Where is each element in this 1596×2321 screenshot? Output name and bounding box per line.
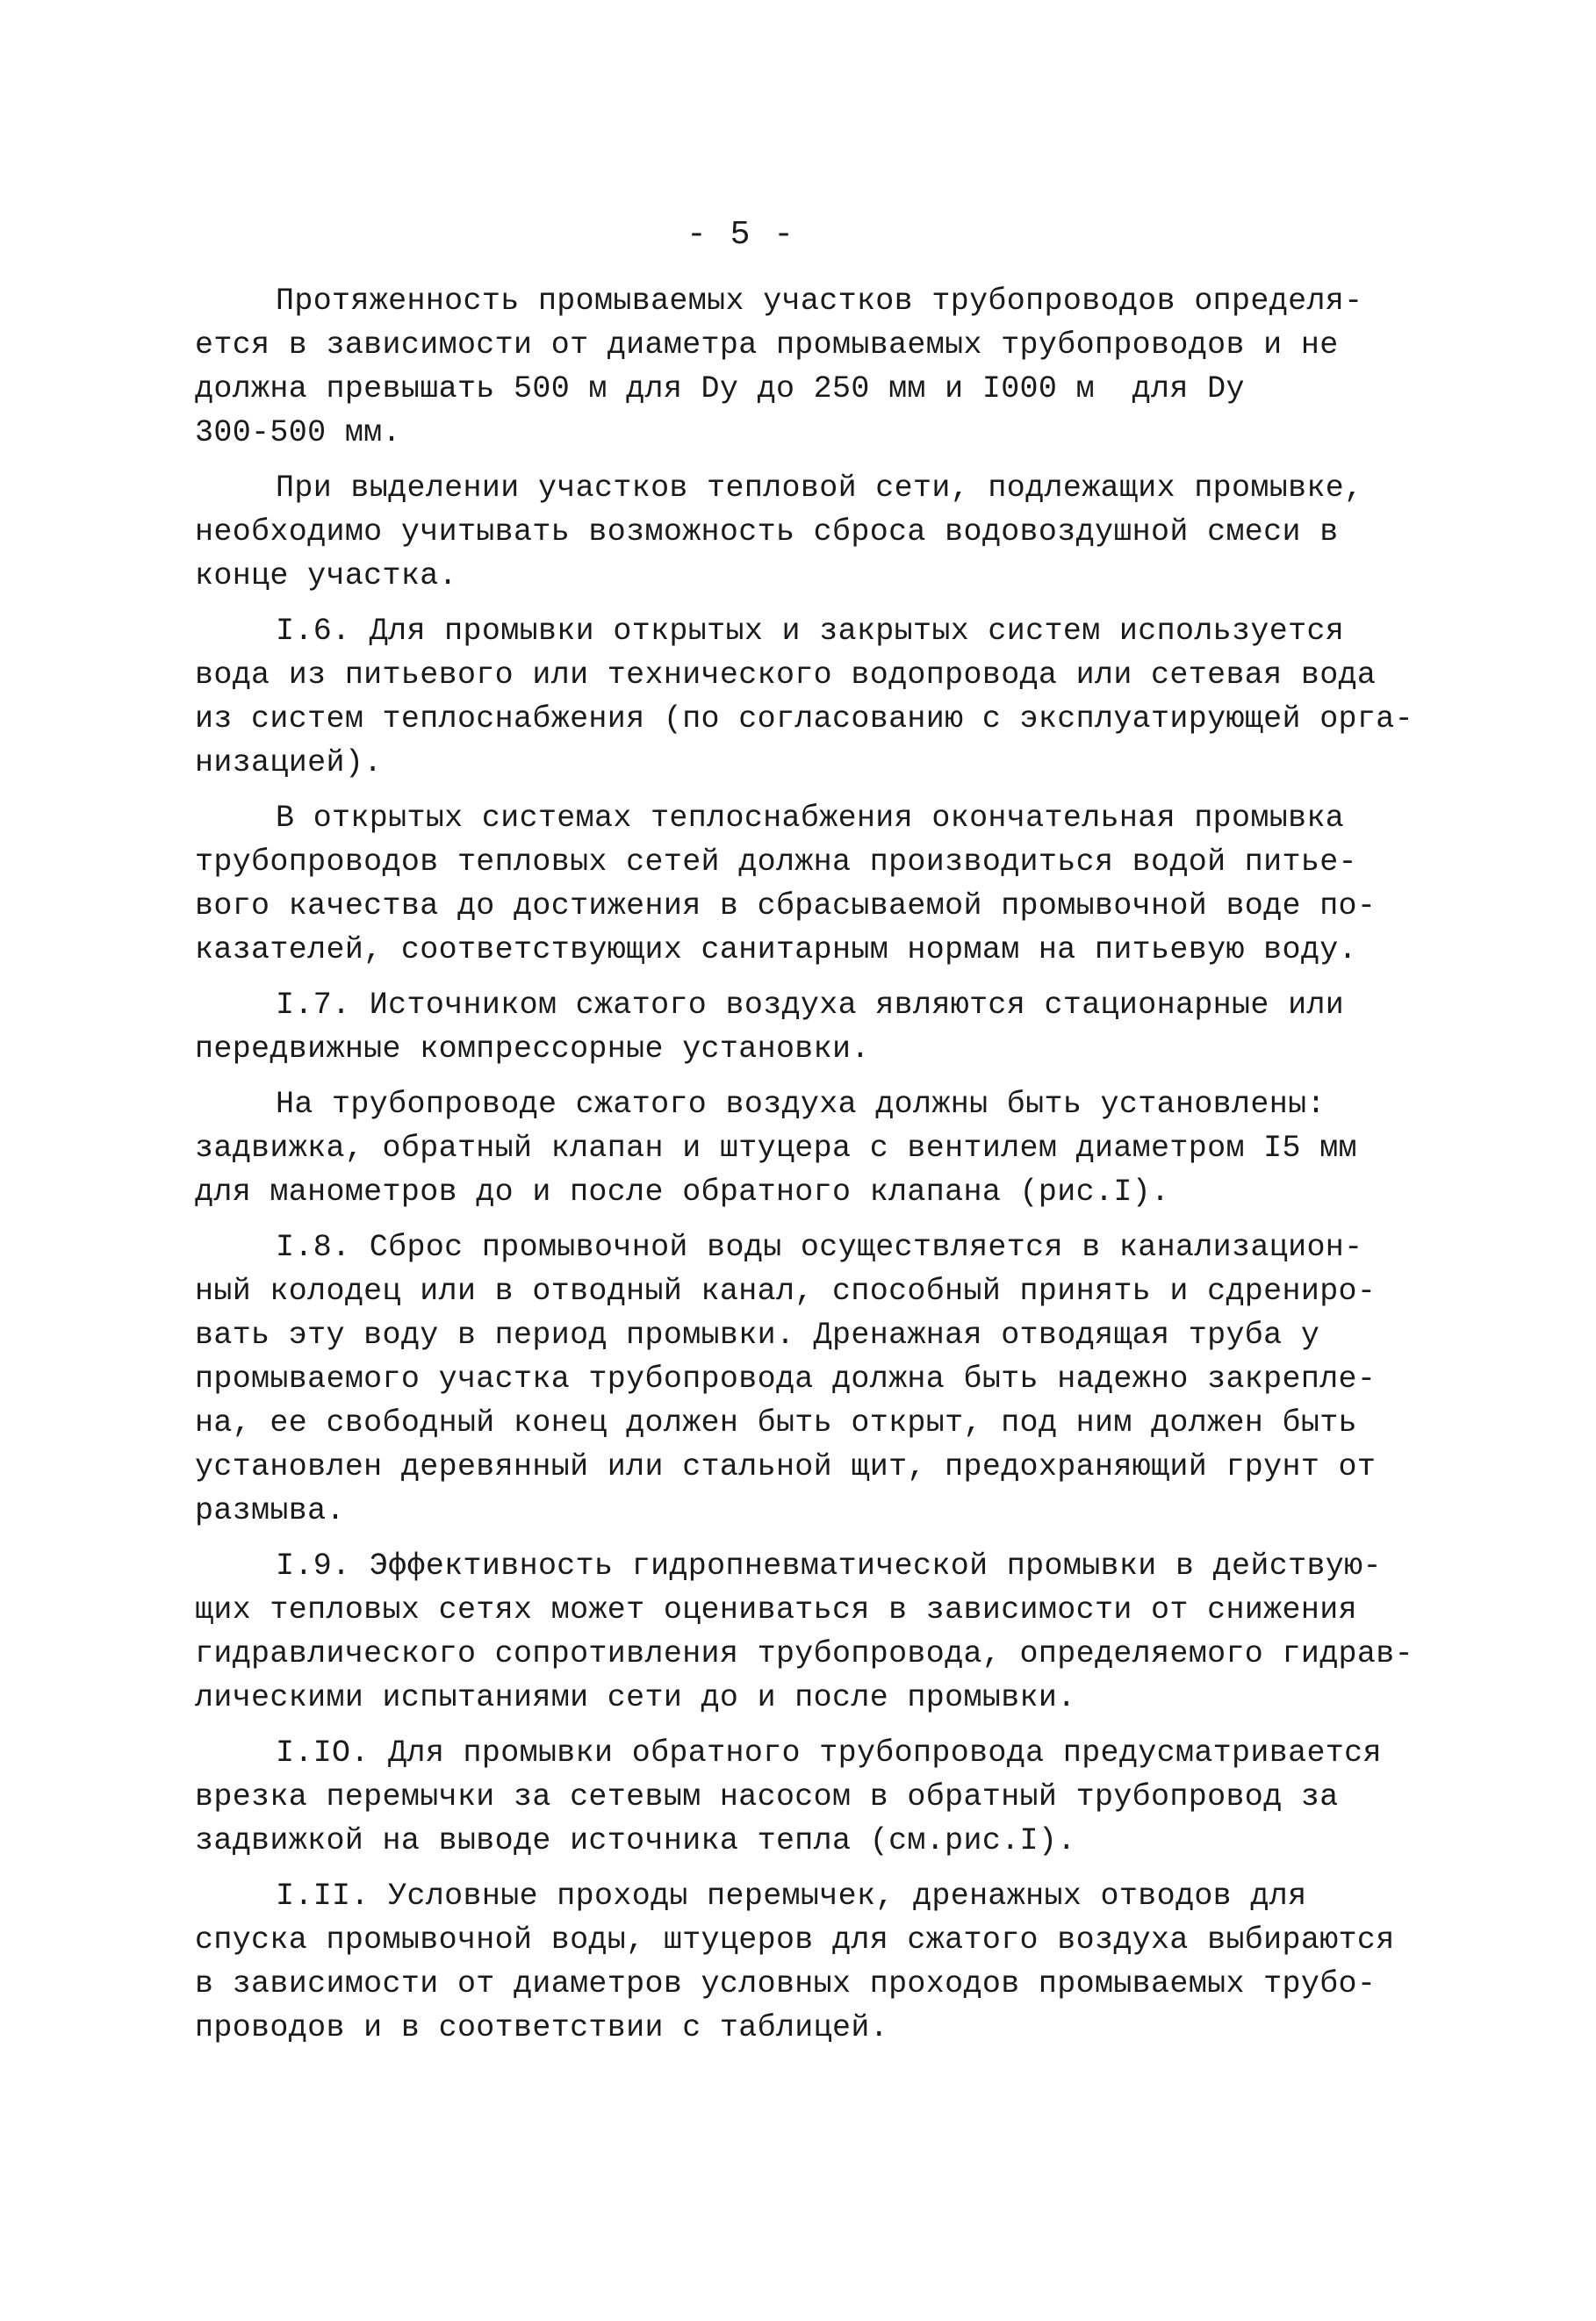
text-line: задвижка, обратный клапан и штуцера с вентилем диаметром I5 мм	[195, 1131, 1357, 1166]
text-line: ется в зависимости от диаметра промываемых трубопроводов и не	[195, 327, 1339, 363]
text-line: Протяженность промываемых участков трубопроводов определя-	[276, 284, 1363, 319]
text-line: На трубопроводе сжатого воздуха должны быть установлены:	[276, 1087, 1326, 1122]
text-line: задвижкой на выводе источника тепла (см.рис.I).	[195, 1823, 1076, 1858]
text-line: I.9. Эффективность гидропневматической промывки в действую-	[276, 1549, 1382, 1584]
text-line: на, ее свободный конец должен быть открыт, под ним должен быть	[195, 1405, 1357, 1441]
text-line: щих тепловых сетях может оцениваться в зависимости от снижения	[195, 1592, 1357, 1628]
text-line: для манометров до и после обратного клапана (рис.I).	[195, 1175, 1170, 1210]
text-line: вого качества до достижения в сбрасываемой промывочной воде по-	[195, 888, 1377, 923]
text-line: I.6. Для промывки открытых и закрытых систем используется	[276, 614, 1345, 649]
text-line: врезка перемычки за сетевым насосом в обратный трубопровод за	[195, 1779, 1339, 1814]
text-line: В открытых системах теплоснабжения окончательная промывка	[276, 801, 1345, 836]
text-line: казателей, соответствующих санитарным нормам на питьевую воду.	[195, 932, 1357, 967]
text-line: конце участка.	[195, 558, 457, 593]
text-line: необходимо учитывать возможность сброса водовоздушной смеси в	[195, 514, 1339, 550]
text-line: вать эту воду в период промывки. Дренажная отводящая труба у	[195, 1318, 1320, 1353]
text-line: в зависимости от диаметров условных проходов промываемых трубо-	[195, 1966, 1377, 2001]
text-line: трубопроводов тепловых сетей должна производиться водой питье-	[195, 844, 1357, 880]
text-line: промываемого участка трубопровода должна быть надежно закрепле-	[195, 1362, 1377, 1397]
text-line: проводов и в соответствии с таблицей.	[195, 2010, 889, 2045]
text-line: гидравлического сопротивления трубопровода, определяемого гидрав-	[195, 1636, 1413, 1671]
text-line: лическими испытаниями сети до и после промывки.	[195, 1680, 1076, 1715]
text-line: установлен деревянный или стальной щит, предохраняющий грунт от	[195, 1449, 1377, 1484]
text-line: ный колодец или в отводный канал, способный принять и сдрениро-	[195, 1274, 1377, 1309]
text-line: При выделении участков тепловой сети, подлежащих промывке,	[276, 471, 1363, 506]
text-line: I.8. Сброс промывочной воды осуществляется в канализацион-	[276, 1230, 1363, 1265]
text-line: вода из питьевого или технического водопровода или сетевая вода	[195, 657, 1377, 693]
text-line: I.II. Условные проходы перемычек, дренажных отводов для	[276, 1879, 1307, 1914]
text-line: спуска промывочной воды, штуцеров для сжатого воздуха выбираются	[195, 1922, 1395, 1958]
text-line: из систем теплоснабжения (по согласованию с эксплуатирующей орга-	[195, 701, 1413, 737]
text-line: I.7. Источником сжатого воздуха являются стационарные или	[276, 988, 1345, 1023]
text-line: I.IO. Для промывки обратного трубопровода предусматривается	[276, 1735, 1382, 1771]
text-line: 300-500 мм.	[195, 415, 401, 450]
text-line: должна превышать 500 м для Dy до 250 мм и I000 м для Dy	[195, 371, 1245, 406]
text-line: размыва.	[195, 1493, 345, 1528]
text-line: передвижные компрессорные установки.	[195, 1031, 870, 1067]
page-number-text: - 5 -	[687, 216, 796, 254]
text-line: низацией).	[195, 745, 383, 780]
